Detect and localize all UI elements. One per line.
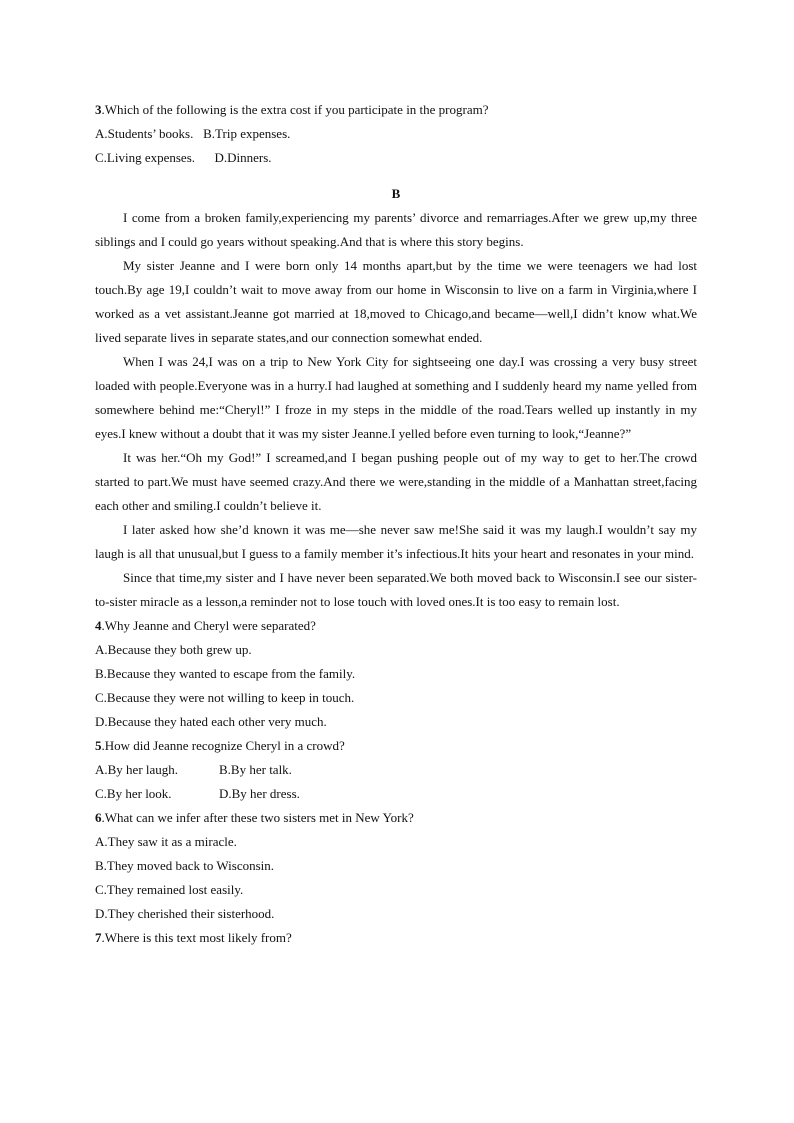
question-5	[95, 734, 697, 758]
option-c: C.By her look.	[95, 786, 172, 801]
option-d: D.They cherished their sisterhood.	[95, 906, 275, 921]
option-a: A.Students’ books.	[95, 126, 194, 141]
passage-paragraph-5: I later asked how she’d known it was me—she never saw me!She said it was my laugh.I wouldn’t say my laugh is all that unusual,but I guess to a family member it’s infectious.It hits your heart and resonates in your mind.	[95, 522, 697, 561]
question-5-options-row-2	[95, 782, 697, 806]
question-number: 3	[95, 102, 102, 117]
option-c: C.Living expenses.	[95, 150, 196, 165]
question-3-options-row-2	[95, 146, 697, 170]
option-d: D.By her dress.	[219, 786, 300, 801]
question-number: 5	[95, 738, 102, 753]
option-b: B.They moved back to Wisconsin.	[95, 858, 275, 873]
option-a: A.They saw it as a miracle.	[95, 834, 237, 849]
question-3-options-row-1	[95, 122, 697, 146]
passage-paragraph-3: When I was 24,I was on a trip to New York City for sightseeing one day.I was crossing a very busy street loaded with people.Everyone was in a hurry.I had laughed at something and I suddenly heard my name yelled from somewhere behind me:“Cheryl!” I froze in my steps in the middle of the road.Tears welled up instantly in my eyes.I knew without a doubt that it was my sister Jeanne.I yelled before even turning to look,“Jeanne?”	[95, 354, 697, 441]
question-text: .How did Jeanne recognize Cheryl in a crowd?	[101, 738, 345, 753]
question-3	[95, 98, 697, 122]
option-c: C.Because they were not willing to keep in touch.	[95, 690, 355, 705]
passage-paragraph-2: My sister Jeanne and I were born only 14 months apart,but by the time we were teenagers we had lost touch.By age 19,I couldn’t wait to move away from our home in Wisconsin to live on a farm in Virginia,where I worked as a vet assistant.Jeanne got married at 18,moved to Chicago,and became—well,I didn’t know what.We lived separate lives in separate states,and our connection somewhat ended.	[95, 258, 697, 345]
question-6	[95, 806, 697, 830]
option-a: A.By her laugh.	[95, 762, 179, 777]
question-text: .Where is this text most likely from?	[101, 930, 292, 945]
option-d: D.Because they hated each other very much.	[95, 714, 327, 729]
option-b: B.Because they wanted to escape from the family.	[95, 666, 356, 681]
option-d: D.Dinners.	[214, 150, 272, 165]
section-title: B	[391, 186, 401, 201]
passage-paragraph-1: I come from a broken family,experiencing my parents’ divorce and remarriages.After we grew up,my three siblings and I could go years without speaking.And that is where this story begins.	[95, 210, 697, 249]
passage-paragraph-6: Since that time,my sister and I have never been separated.We both moved back to Wisconsin.I see our sister-to-sister miracle as a lesson,a reminder not to lose touch with loved ones.It is too easy to remain lost.	[95, 570, 697, 609]
question-5-options-row-1	[95, 758, 697, 782]
question-4	[95, 614, 697, 638]
question-number: 6	[95, 810, 102, 825]
question-number: 4	[95, 618, 102, 633]
option-b: B.Trip expenses.	[203, 126, 291, 141]
option-a: A.Because they both grew up.	[95, 642, 252, 657]
passage-paragraph-4: It was her.“Oh my God!” I screamed,and I began pushing people out of my way to get to her.The crowd started to part.We must have seemed crazy.And there we were,standing in the middle of a Manhattan street,facing each other and smiling.I couldn’t believe it.	[95, 450, 697, 513]
option-c: C.They remained lost easily.	[95, 882, 244, 897]
question-text: .Which of the following is the extra cost if you participate in the program?	[101, 102, 489, 117]
exam-page	[95, 98, 697, 950]
option-b: B.By her talk.	[219, 762, 292, 777]
question-7	[95, 926, 697, 950]
question-text: .Why Jeanne and Cheryl were separated?	[101, 618, 316, 633]
question-number: 7	[95, 930, 102, 945]
question-text: .What can we infer after these two sisters met in New York?	[101, 810, 414, 825]
